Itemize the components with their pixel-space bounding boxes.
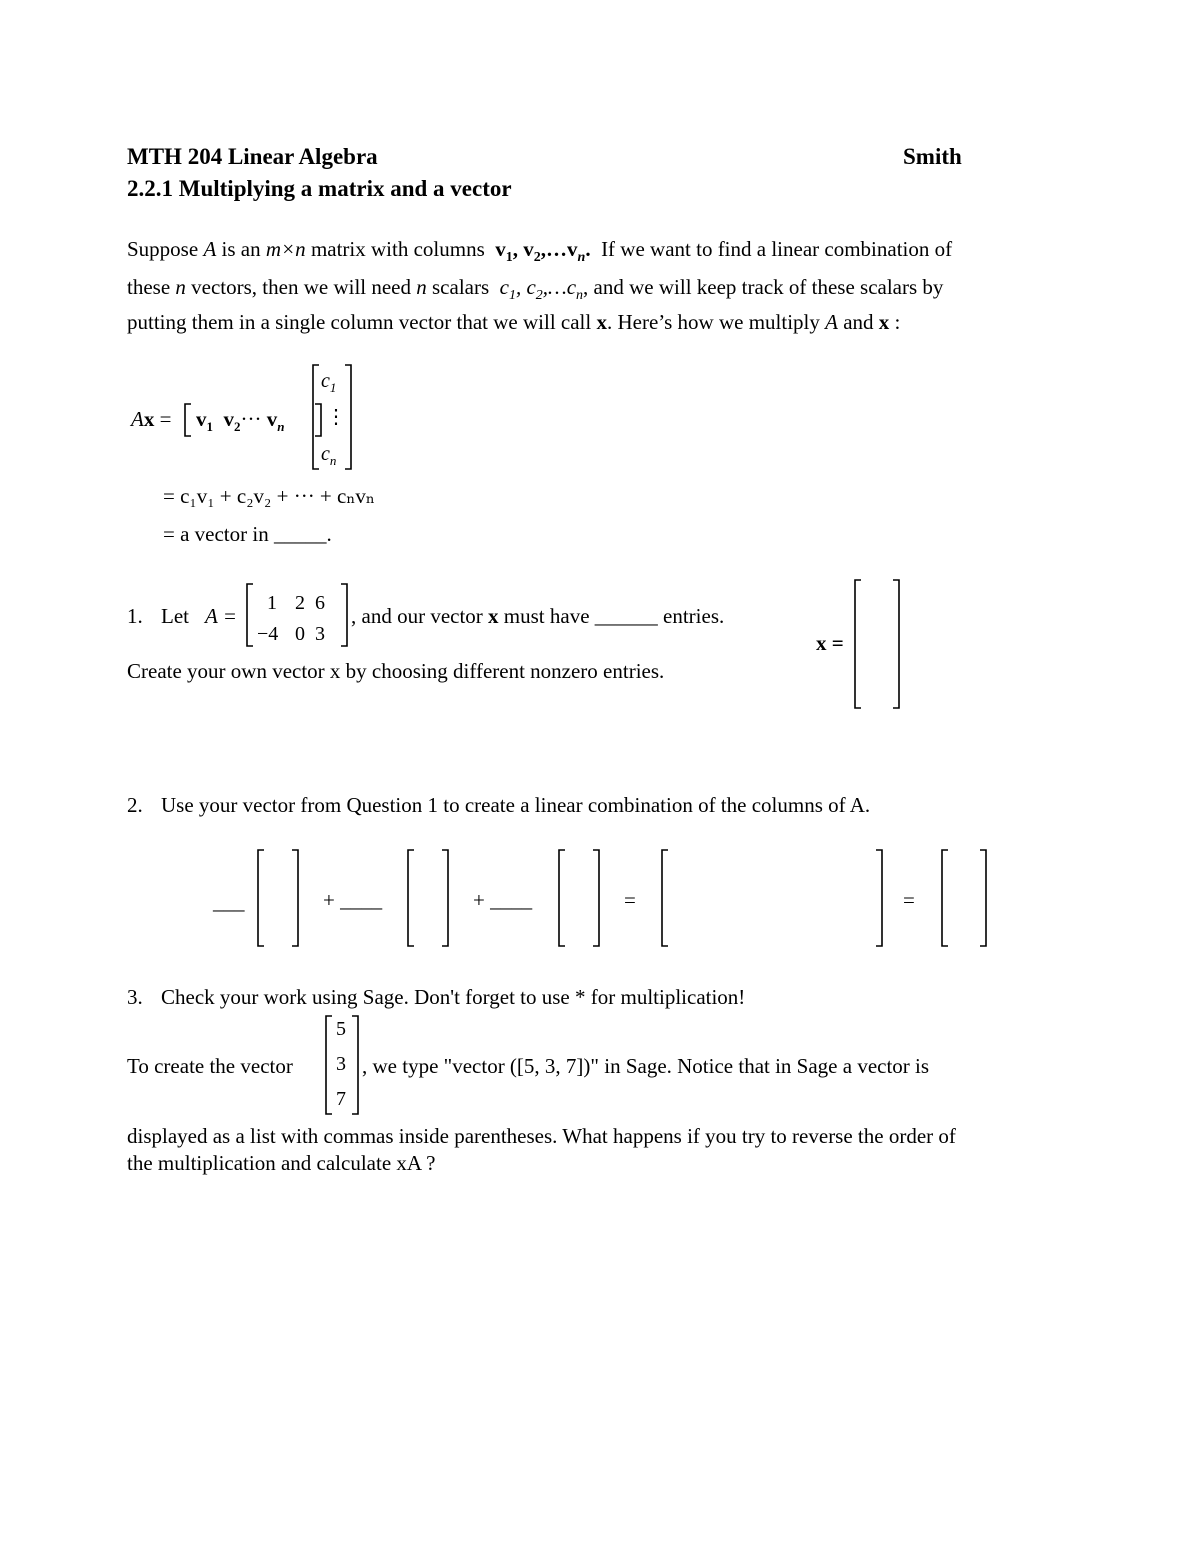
q2-plus-1: + ____ bbox=[323, 888, 383, 912]
intro-var-A: A bbox=[203, 237, 217, 261]
course-title: MTH 204 Linear Algebra bbox=[127, 144, 378, 169]
author-name: Smith bbox=[903, 144, 962, 169]
q2-bracket-sum bbox=[660, 848, 884, 948]
q1-matrix-cell: 0 bbox=[295, 623, 305, 645]
scalar-cn: $c_n$ bbox=[321, 443, 337, 468]
q1-line-2: Create your own vector x by choosing different nonzero entries. bbox=[127, 659, 665, 683]
q1-matrix-cell: 6 bbox=[315, 592, 325, 614]
q1-var-x: x bbox=[488, 604, 499, 628]
q1-A-eq: A = bbox=[205, 604, 237, 628]
q3-vector-pre: To create the vector bbox=[127, 1054, 293, 1078]
section-title: 2.2.1 Multiplying a matrix and a vector bbox=[127, 176, 512, 201]
intro-var-n: n bbox=[416, 275, 427, 299]
q1-x-eq: x = bbox=[816, 631, 844, 655]
intro-text: If we want to find a linear combination of bbox=[601, 237, 953, 261]
q2-bracket-1 bbox=[256, 848, 300, 948]
q2-equals-2: = bbox=[903, 888, 915, 912]
q3-text: Check your work using Sage. Don't forget to use * for multiplication! bbox=[161, 985, 746, 1009]
q2-bracket-3 bbox=[557, 848, 601, 948]
intro-var-n: n bbox=[175, 275, 186, 299]
q2-bracket-result bbox=[940, 848, 988, 948]
intro-text: putting them in a single column vector that we will call bbox=[127, 310, 592, 334]
q2-equals-1: = bbox=[624, 888, 636, 912]
intro-text: vectors, then we will need bbox=[191, 275, 411, 299]
q1-number: 1. bbox=[127, 604, 143, 628]
intro-line-2: these n vectors, then we will need n scalars $c_1$, $c_2,\dots c_n$, and we will keep track of these scalars by bbox=[127, 275, 944, 304]
q3-vector-entry: 7 bbox=[336, 1088, 346, 1110]
q1-x-vector-bracket bbox=[853, 578, 901, 710]
intro-var-A: A bbox=[825, 310, 838, 334]
intro-text: , and we will keep track of these scalars by bbox=[583, 275, 944, 299]
intro-var-x: x bbox=[878, 310, 890, 334]
q1-matrix-cell: −4 bbox=[257, 623, 279, 645]
q1-matrix-cell: 2 bbox=[295, 592, 305, 614]
q1-let: Let bbox=[161, 604, 189, 628]
q1-text bbox=[351, 604, 724, 629]
intro-text: . Here’s how we multiply bbox=[606, 310, 820, 334]
q3-vector-post: , we type "vector ([5, 3, 7])" in Sage. Notice that in Sage a vector is bbox=[362, 1054, 930, 1078]
q3-number: 3. bbox=[127, 985, 143, 1009]
derivation-row-2: = c₁v₁ + c₂v₂ + ··· + cₙvₙ bbox=[163, 484, 376, 508]
q2-text: Use your vector from Question 1 to create a linear combination of the columns of A. bbox=[161, 793, 871, 817]
q1-matrix-cell: 1 bbox=[267, 592, 277, 614]
q3-line-4: the multiplication and calculate xA ? bbox=[127, 1151, 436, 1175]
intro-text: matrix with columns bbox=[310, 237, 485, 261]
intro-text: Suppose bbox=[127, 237, 199, 261]
intro-text: : bbox=[894, 310, 901, 334]
q3-vector-entry: 3 bbox=[336, 1053, 346, 1075]
scalar-c1: $c_1$ bbox=[321, 370, 337, 395]
q3-line-3: displayed as a list with commas inside parentheses. What happens if you try to reverse the order of bbox=[127, 1124, 956, 1148]
intro-line-1: Suppose A is an m×n matrix with columns $v_1$, $v_2,\dots v_n$. If we want to find a linear combination of bbox=[127, 237, 953, 266]
q2-number: 2. bbox=[127, 793, 143, 817]
q1-text-part: , and our vector bbox=[351, 604, 483, 628]
q1-matrix-cell: 3 bbox=[315, 623, 325, 645]
q2-blank-1: ___ bbox=[213, 890, 245, 914]
column-matrix-entries: $v_1$ $v_2\cdot\cdot\cdot v_n$ bbox=[196, 407, 285, 435]
q3-vector-entry: 5 bbox=[336, 1018, 346, 1040]
q1-text-part: must have ______ entries. bbox=[503, 604, 725, 628]
derivation-row-3: = a vector in _____. bbox=[163, 522, 332, 546]
derivation-lhs: Ax = bbox=[131, 407, 172, 431]
intro-text: scalars bbox=[432, 275, 490, 299]
q2-plus-2: + ____ bbox=[473, 888, 533, 912]
intro-text: these bbox=[127, 275, 171, 299]
intro-dim: m×n bbox=[265, 237, 306, 261]
intro-text: is an bbox=[221, 237, 261, 261]
q2-bracket-2 bbox=[406, 848, 450, 948]
scalar-vdots: ⋮ bbox=[326, 406, 346, 428]
intro-text: and bbox=[843, 310, 874, 334]
intro-var-x: x bbox=[596, 310, 607, 334]
intro-line-3 bbox=[127, 310, 900, 335]
